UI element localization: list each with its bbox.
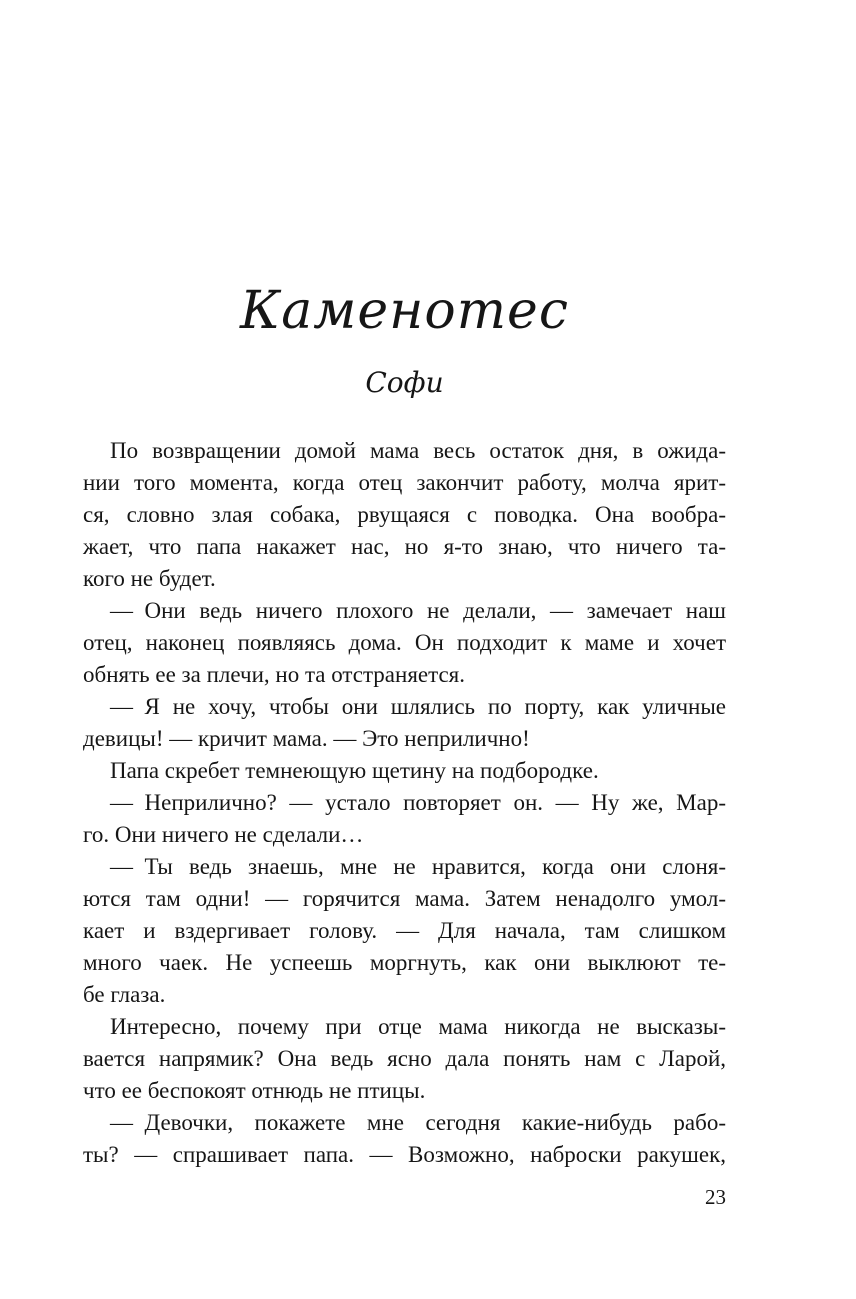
- text-line: ты? — спрашивает папа. — Возможно, наброски ракушек,: [83, 1142, 726, 1167]
- text-line: обнять ее за плечи, но та отстраняется.: [83, 662, 465, 687]
- text-line: девицы! — кричит мама. — Это неприлично!: [83, 726, 530, 751]
- text-line: — Они ведь ничего плохого не делали, — замечает наш: [110, 598, 726, 623]
- text-line: нии того момента, когда отец закончит работу, молча ярит-: [83, 470, 726, 495]
- text-line: ются там одни! — горячится мама. Затем ненадолго умол-: [83, 886, 726, 911]
- text-line: Интересно, почему при отце мама никогда не высказы-: [110, 1014, 726, 1039]
- text-line: вается напрямик? Она ведь ясно дала понять нам с Ларой,: [83, 1046, 726, 1071]
- text-line: — Я не хочу, чтобы они шлялись по порту, как уличные: [110, 694, 726, 719]
- body-text: [83, 435, 726, 1171]
- text-line: отец, наконец появляясь дома. Он подходит к маме и хочет: [83, 630, 726, 655]
- chapter-title: Каменотес: [240, 281, 569, 341]
- text-line: По возвращении домой мама весь остаток дня, в ожида-: [110, 438, 726, 463]
- text-line: Папа скребет темнеющую щетину на подбородке.: [110, 758, 599, 783]
- text-line: — Неприлично? — устало повторяет он. — Ну же, Мар-: [110, 790, 726, 815]
- text-line: кого не будет.: [83, 566, 216, 591]
- text-line: ся, словно злая собака, рвущаяся с поводка. Она вообра-: [83, 502, 726, 527]
- text-line: кает и вздергивает голову. — Для начала, там слишком: [83, 918, 726, 943]
- text-line: что ее беспокоят отнюдь не птицы.: [83, 1078, 426, 1103]
- text-line: го. Они ничего не сделали…: [83, 822, 364, 847]
- page-number: 23: [705, 1185, 726, 1209]
- text-line: — Ты ведь знаешь, мне не нравится, когда они слоня-: [110, 854, 726, 879]
- text-line: много чаек. Не успеешь моргнуть, как они выклюют те-: [83, 950, 726, 975]
- chapter-subtitle: Софи: [365, 366, 444, 399]
- text-line: бе глаза.: [83, 982, 166, 1007]
- text-line: жает, что папа накажет нас, но я-то знаю, что ничего та-: [83, 534, 726, 559]
- text-line: — Девочки, покажете мне сегодня какие-нибудь рабо-: [110, 1110, 726, 1135]
